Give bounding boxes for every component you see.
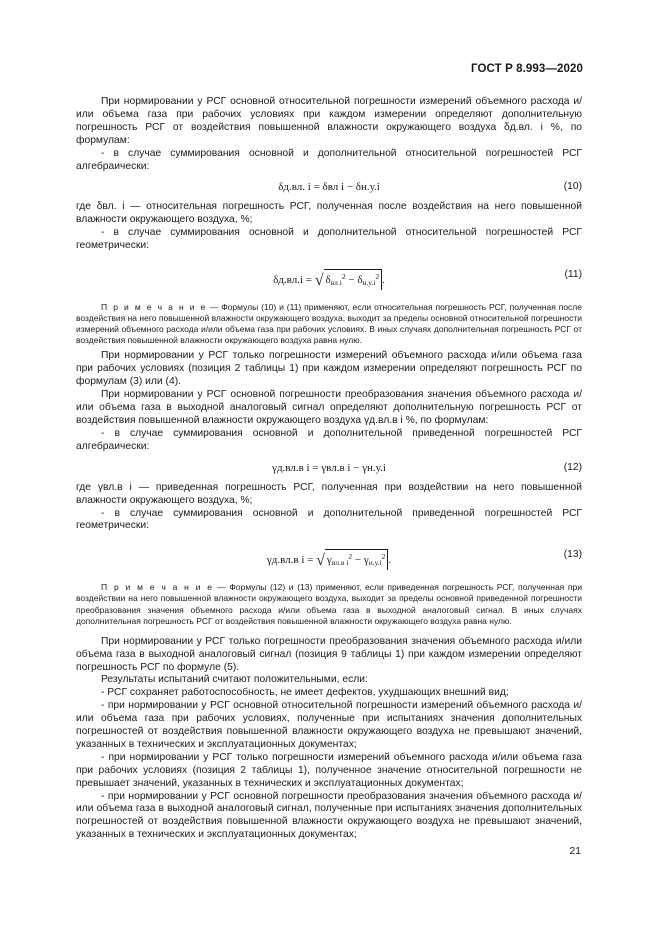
list-item: - в случае суммирования основной и дополнительной относительной погрешностей РСГ алгебраически: bbox=[76, 147, 582, 172]
formula-number: (10) bbox=[563, 181, 582, 193]
formula-number: (11) bbox=[564, 269, 582, 281]
list-item: - в случае суммирования основной и дополнительной приведенной погрешностей РСГ геометрически: bbox=[76, 507, 582, 532]
note bbox=[76, 582, 582, 626]
formula-term: δвл i bbox=[322, 181, 345, 194]
list-item: - при нормировании у РСГ основной относительной погрешности измерений объемного расхода и/или объема газа при рабочих условиях, полученные при испытаниях значения дополнительных погрешностей от воздействия повышенной влажности окружающего воздуха не превышают значений, указанных в технических и эксплуатационных документах; bbox=[76, 700, 582, 750]
list-item: - в случае суммирования основной и дополнительной относительной погрешностей РСГ геометрически: bbox=[76, 227, 582, 252]
formula-explanation: где γвл.в i — приведенная погрешность РСГ, полученная при воздействии на него повышенной влажности окружающего воздуха, %; bbox=[76, 481, 582, 506]
page-content bbox=[76, 96, 582, 842]
note-text: — Формулы (10) и (11) применяют, если относительная погрешность РСГ, полученная после воздействия на него повышенной влажности окружающего воздуха, выходит за пределы основной относительной погрешности измерений объемного расхода и/или объема газа при рабочих условиях. В иных случаях дополнительная погрешность РСГ от воздействия повышенной влажности окружающего воздуха равна нулю. bbox=[76, 302, 582, 346]
note-label: П р и м е ч а н и е bbox=[101, 582, 214, 593]
formula-term: δн.у.i bbox=[355, 181, 380, 194]
paragraph: При нормировании у РСГ только погрешности измерений объемного расхода и/или объема газа при рабочих условиях (позиция 2 таблицы 1) при каждом измерении определяют погрешность РСГ по формулам (3) или (4). bbox=[76, 350, 582, 388]
page-number: 21 bbox=[569, 846, 581, 857]
radicand: $\delta_{вл i}^2 - \delta_{н.у.i}^2$ bbox=[324, 269, 383, 290]
formula-lhs: δд.вл.i bbox=[273, 274, 303, 287]
list-item: - в случае суммирования основной и дополнительной приведенной погрешностей РСГ алгебраически: bbox=[76, 427, 582, 452]
formula-explanation: где δвл. i — относительная погрешность РСГ, полученная после воздействия на него повышенной влажности окружающего воздуха, %; bbox=[76, 201, 582, 226]
paragraph: Результаты испытаний считают положительными, если: bbox=[101, 674, 368, 686]
formula-lhs: δд.вл. i bbox=[278, 181, 311, 194]
list-item: - при нормировании у РСГ только погрешности измерений объемного расхода и/или объема газа при рабочих условиях (позиция 2 таблицы 1), полученное значение относительной погрешности не превышает значений, указанных в технических и эксплуатационных документах; bbox=[76, 751, 582, 789]
list-item: - при нормировании у РСГ основной погрешности преобразования значения объемного расхода и/или объема газа в выходной аналоговый сигнал, полученные при испытаниях значения дополнительных погрешностей от воздействия повышенной влажности окружающего воздуха не превышают значений, указанных в технических и эксплуатационных документах; bbox=[76, 790, 582, 841]
paragraph: При нормировании у РСГ только погрешности преобразования значения объемного расхода и/или объема газа в выходной аналоговый сигнал (позиция 9 таблицы 1) при каждом измерении определяют погрешность РСГ по формуле (5). bbox=[76, 635, 582, 673]
square-root-icon: √ bbox=[316, 552, 325, 570]
formula-term: γвл.в i bbox=[321, 461, 351, 474]
formula-11: δд.вл.i = √ $\delta_{вл i}^2 - \delta_{н.у.i}^2$ . (11) bbox=[273, 269, 582, 290]
list-item: - РСГ сохраняет работоспособность, не имеет дефектов, ухудшающих внешний вид; bbox=[101, 687, 509, 699]
formula-number: (13) bbox=[563, 549, 582, 561]
formula-number: (12) bbox=[563, 461, 582, 473]
note bbox=[76, 302, 582, 346]
formula-term: γн.у.i bbox=[362, 461, 386, 474]
standard-designation: ГОСТ Р 8.993—2020 bbox=[471, 63, 583, 75]
note-text: — Формулы (12) и (13) применяют, если приведенная погрешность РСГ, полученная при воздействии на него повышенной влажности окружающего воздуха, выходит за пределы основной приведенной погрешности преобразования значения объемного расхода и/или объема газа в выходной аналоговый сигнал. В иных случаях дополнительная погрешность РСГ от воздействия повышенной влажности окружающего воздуха равна нулю. bbox=[76, 582, 582, 626]
radicand: $\gamma_{вл.в i}^2 - \gamma_{н.у.i}^2$ bbox=[325, 549, 388, 570]
square-root-icon: √ bbox=[314, 272, 324, 290]
formula-lhs: γд.вл.в i bbox=[272, 461, 310, 474]
formula-13: γд.вл.в i = √ $\gamma_{вл.в i}^2 - \gamma_{н.у.i}^2$ . (13) bbox=[266, 549, 582, 570]
paragraph: При нормировании у РСГ основной погрешности преобразования значения объемного расхода и/или объема газа в выходной аналоговый сигнал определяют дополнительную погрешность РСГ от воздействия повышенной влажности окружающего воздуха γд.вл.в i %, по формулам: bbox=[76, 389, 582, 426]
paragraph: При нормировании у РСГ основной относительной погрешности измерений объемного расхода и/или объема газа при рабочих условиях при каждом измерении определяют дополнительную погрешность РСГ от воздействия повышенной влажности окружающего воздуха δд.вл. i %, по формулам: bbox=[76, 96, 582, 146]
formula-lhs: γд.вл.в i bbox=[266, 554, 305, 567]
note-label: П р и м е ч а н и е bbox=[101, 302, 207, 313]
formula-10: δд.вл. i = δвл i − δн.у.i (10) bbox=[278, 181, 582, 194]
formula-12: γд.вл.в i = γвл.в i − γн.у.i (12) bbox=[272, 461, 582, 474]
